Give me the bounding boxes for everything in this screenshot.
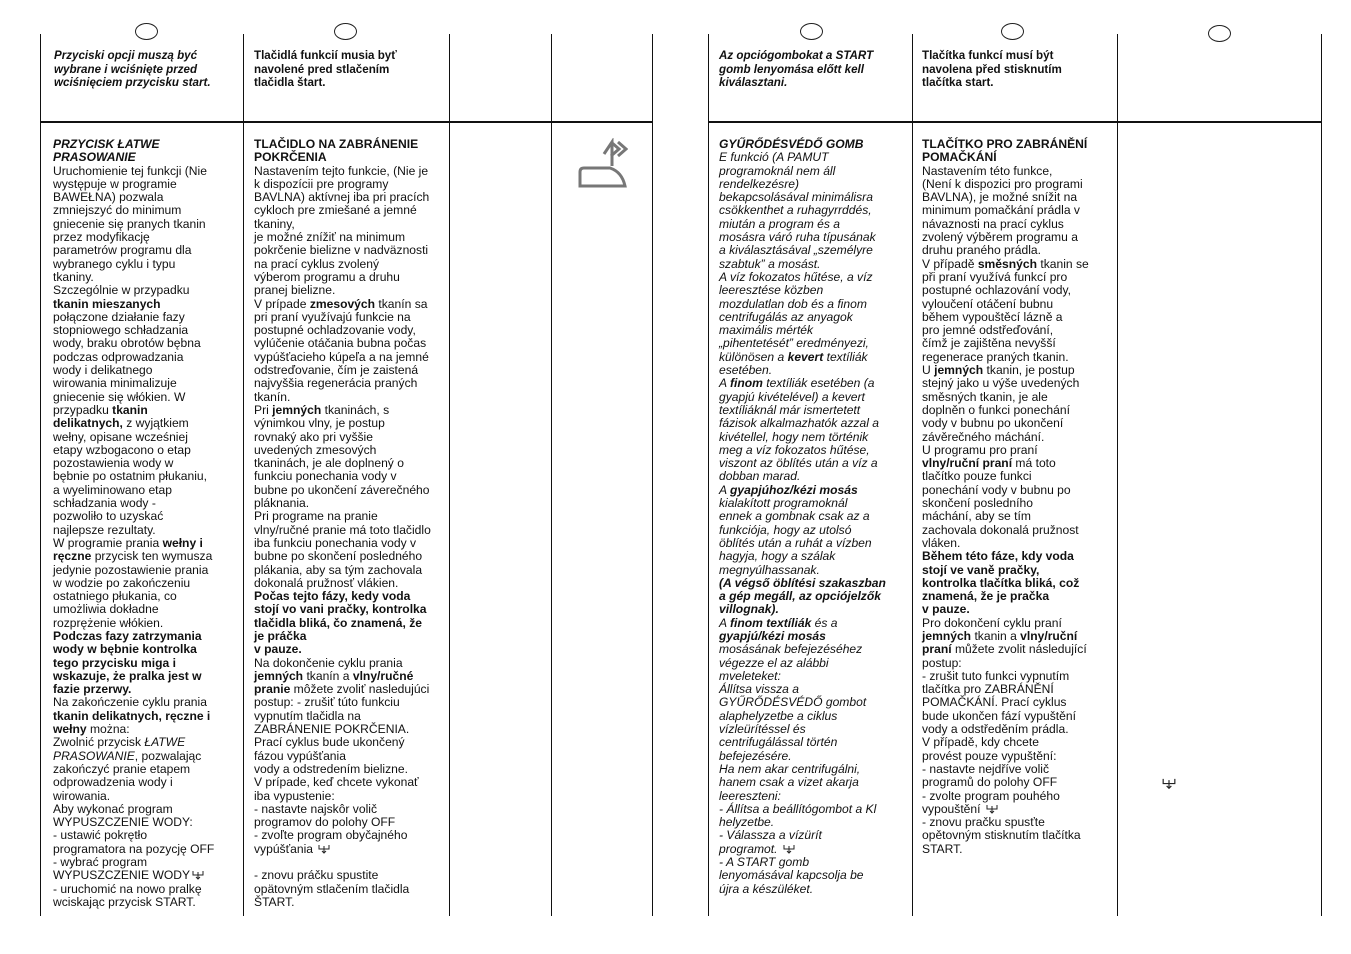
text-run: Szczególnie w przypadku (53, 283, 190, 298)
text-run: jemných (934, 363, 984, 378)
drain-icon (1162, 776, 1176, 790)
text-run: tkanin delikatnych, (53, 402, 148, 431)
body-text-sk (254, 138, 446, 909)
column-divider (1321, 34, 1322, 916)
text-run: Počas tejto fázy, kedy voda stojí vo vani pračky, kontrolka tlačidla bliká, čo znamená, že je práčka v pauze. (254, 589, 427, 657)
body-text-pl (53, 138, 241, 909)
text-run: , pozwalając zakończyć pranie etapem odprowadzenia wody i wirowania. Aby wykonać program WYPUSZCZENIE WODY: - ustawić pokrętło programatora na pozycję OFF - wybrać program WYPUSZCZENIE WODY (53, 748, 215, 883)
language-marker-oval (1001, 23, 1024, 40)
text-run: Uruchomienie tej funkcji (Nie występuje w programie BAWEŁNA) pozwala zmniejszyć do minimum gniecenie się pranych tkanin przez modyfikację parametrów programu dla wybranego cyklu i typu tkaniny. (53, 163, 207, 284)
text-run: tkaninách, s výnimkou vlny, je postup rovnaký ako pri vyššie uvedených zmesových tkaninách, je ale doplnený o funkciu ponechania vody v bubne po ukončení záverečného pláknania. Pri programe na pranie vlny/ručné pranie má toto tlačidlo iba funkciu ponechania vody v bubne po skončení posledného plákania, aby sa tým zachovala dokonalá pružnosť vlákien. (254, 402, 431, 590)
text-run: tkanin se při praní využívá funkcí pro postupné ochlazování vody, vyloučení otáčení bubnu během vypouštěcí lázně a pro jemné odstřeďování, čímž je zajištěna nevyšší regenerace praných tkanin. U (922, 256, 1089, 378)
text-run: GYŰRŐDÉSVÉDŐ GOMB (719, 137, 864, 151)
drain-icon (318, 843, 330, 854)
language-marker-oval (135, 23, 158, 40)
column-divider (243, 34, 244, 916)
text-run: - znovu pračku spusťte opětovným stisknutím tlačítka START. (922, 815, 1081, 856)
text-run: tkanin mieszanych (53, 296, 161, 311)
text-run: E funkció (A PAMUT programoknál nem áll rendelkezésre) bekapcsolásával minimálisra csökkenthet a ruhagyrrddés, miután a program és a mosásra váró ruha típusának a kiválasztásával „személyre szabtuk” a mosást. A víz fokozatos hűtése, a víz leeresztése közben mozdulatlan dob és a finom centrifugálás az anyagok maximális mérték „pihentetését” eredményezi, különösen a (719, 150, 876, 364)
column-divider (652, 34, 653, 916)
header-rule (708, 121, 1322, 123)
text-run: kevert (787, 349, 824, 364)
language-marker-oval (334, 23, 357, 40)
text-run: Nastavením tejto funkcie, (Nie je k dispozícii pre programy BAVLNA) aktívnej iba pri pracích cykloch pre zmiešané a jemné tkaniny, je možné znížiť na minimum pokrčenie bielizne v nadväznosti na prací cyklus zvolený výberom programu a druhu pranej bielizne. V prípade (254, 163, 430, 311)
body-text-hu (719, 138, 909, 896)
text-run: Na zakończenie cyklu prania (53, 695, 207, 710)
text-run: z wyjątkiem wełny, opisane wcześniej etapy wzbogacono o etap pozostawienia wody w bębnie po ostatnim płukaniu, a wyeliminowano etap schładzania wody - pozwoliło to uzyskać najlepsze rezultaty. W programie prania (53, 416, 207, 550)
column-divider (708, 34, 709, 916)
text-run: Na dokončenie cyklu prania (254, 655, 403, 670)
text-run: finom (729, 376, 763, 391)
column-divider (40, 34, 41, 916)
text-run: ŁATWE PRASOWANIE (53, 735, 186, 763)
text-run: můžete zvolit následující postup: - zrušit tuto funkci vypnutím tlačítka pro ZABRÁNĚNÍ POMAČKÁNÍ. Prací cyklus bude ukončen fází vypuštění vody a odstředěním prádla. V případě, kdy chcete provést pouze vypuštění: - nastavte nejdříve volič programů do polohy OFF - zvolte program pouhého vypouštění (922, 642, 1087, 816)
text-run: jemných (254, 668, 304, 683)
anti-crease-iron-icon (578, 138, 628, 190)
text-run: Podczas fazy zatrzymania wody w bębnie kontrolka tego przycisku miga i wskazuje, że pralka jest w fazie przerwy. (53, 628, 202, 697)
text-run: jemných (922, 628, 972, 643)
column-divider (449, 34, 450, 916)
header-hu: Az opciógombokat a START gomb lenyomása előtt kell kiválasztani. (719, 49, 874, 89)
drain-icon (192, 869, 204, 880)
text-run: A (719, 615, 730, 630)
text-run: Pro dokončení cyklu praní (922, 615, 1062, 630)
text-run: Nastavením této funkce, (Není k dispozici pro programi BAVLNA), je možné snížit na minimum pomačkání prádla v návaznosti na prací cyklus zvolený výběrem programu a druhu praného prádla. V případě (922, 163, 1083, 271)
column-divider (551, 34, 552, 916)
text-run: má toto tlačítko pouze funkci ponechání vody v bubnu po skončení posledního máchání, aby se tím zachovala dokonalá pružnost vláken. (922, 456, 1079, 550)
text-run: tkanín sa pri praní využívajú funkcie na postupné ochladzovanie vody, vylúčenie otáčania bubna počas vypúšťacieho kúpeľa a na jemné odstreďovanie, čím je zaistená najvyššia regenerácia praných tkanín. Pri (254, 296, 429, 417)
text-run: textíliák esetében. A (719, 349, 868, 391)
text-run: przycisk ten wymusza jedynie pozostawienie prania w wodzie po zakończeniu ostatniego płukania, co umożliwia dokładne rozprężenie włókien. (53, 549, 213, 630)
text-run: és a (814, 615, 838, 630)
body-text-cz (922, 138, 1114, 856)
text-run: vlny/ruční praní (922, 456, 1013, 471)
text-run: wełny i ręczne (53, 535, 203, 564)
text-run: finom textíliák (729, 615, 812, 630)
text-run: tkanín a (303, 668, 353, 683)
text-run: zmesových (309, 296, 376, 311)
text-run: textíliák esetében (a gyapjú kivételével) a kevert textíliáknál már ismertetett fázisok alkalmazhatók azzal a kivétellel, hogy nem történik meg a víz fokozatos hűtése, viszont az öblítés után a víz a dobban marad. A (719, 376, 879, 497)
text-run: směsných (977, 256, 1037, 271)
text-run: - uruchomić na nowo pralkę wciskając przycisk START. (53, 881, 202, 909)
text-run: tkanin delikatnych, ręczne i wełny (53, 708, 211, 737)
text-run: można: Zwolnić przycisk (53, 722, 142, 750)
text-run: - A START gomb lenyomásával kapcsolja be újra a készüléket. (719, 855, 864, 896)
text-run: TLAČIDLO NA ZABRÁNENIE POKRČENIA (254, 137, 419, 165)
language-marker-oval (800, 23, 823, 40)
text-run: gyapjúhoz/kézi mosás (729, 482, 858, 497)
text-run: tkanin a (971, 628, 1021, 643)
column-divider (1117, 34, 1118, 916)
text-run: vlny/ručné pranie (254, 668, 414, 697)
header-pl: Przyciski opcji muszą być wybrane i wciśnięte przed wciśnięciem przycisku start. (54, 49, 211, 89)
text-run: jemných (272, 402, 322, 417)
text-run: TLAČÍTKO PRO ZABRÁNĚNÍ POMAČKÁNÍ (922, 137, 1088, 165)
text-run: - znovu práčku spustite opätovným stlačením tlačidla ŠTART. (254, 868, 410, 909)
text-run: kialakított programoknál ennek a gombnak csak az a funkciója, hogy az utolsó öblítés után a ruhát a vízben hagyja, hogy a szálak megnyúlhassanak. (719, 496, 872, 577)
text-run: gyapjú/kézi mosás (719, 628, 826, 643)
header-sk: Tlačidlá funkcií musia byť navolené pred stlačením tlačidla štart. (254, 49, 397, 89)
drain-icon (783, 843, 795, 854)
header-cz: Tlačítka funkcí musí být navolena před stisknutím tlačítka start. (922, 49, 1062, 89)
text-run: PRZYCISK ŁATWE PRASOWANIE (53, 137, 160, 165)
text-run: Během této fáze, kdy voda stojí ve vaně pračky, kontrolka tlačítka bliká, což znamená, že je pračka v pauze. (922, 549, 1080, 617)
drain-icon (986, 803, 998, 814)
text-run: połączone działanie fazy stopniowego schładzania wody, braku obrotów bębna podczas odprowadzania wody i delikatnego wirowania minimalizuje gniecenie się włókien. W przypadku (53, 309, 201, 417)
text-run: mosásának befejezéséhez végezze el az alábbi mveleteket: Állítsa vissza a GYŰRŐDÉSVÉDŐ gombot alaphelyzetbe a ciklus vízleürítéssel és centrifugálással történ befejezésére. Ha nem akar centrifugálni, hanem csak a vizet akarja leereszteni: - Állítsa a beállítógombot a Kl helyzetbe. - Válassza a vízürít programot. (719, 642, 877, 856)
text-run: môžete zvoliť nasledujúci postup: - zrušiť túto funkciu vypnutím tlačidla na ZABRÁNENIE POKRČENIA. Prací cyklus bude ukončený fázou vypúšťania vody a odstredením bielizne. V prípade, keď chcete vykonať iba vypustenie: - nastavte najskôr volič programov do polohy OFF - zvoľte program obyčajného vypúšťania (254, 682, 430, 856)
text-run: (A végső öblítési szakaszban a gép megáll, az opciójelzők villognak). (719, 575, 886, 617)
column-divider (912, 34, 913, 916)
text-run: tkanin, je postup stejný jako u výše uvedených směsných tkanin, je ale doplněn o funkci ponechání vody v bubnu po ukončení závěrečného máchání. U programu pro praní (922, 363, 1080, 457)
text-run: vlny/ruční praní (922, 628, 1078, 657)
language-marker-oval (1208, 25, 1231, 42)
header-rule (40, 121, 653, 123)
